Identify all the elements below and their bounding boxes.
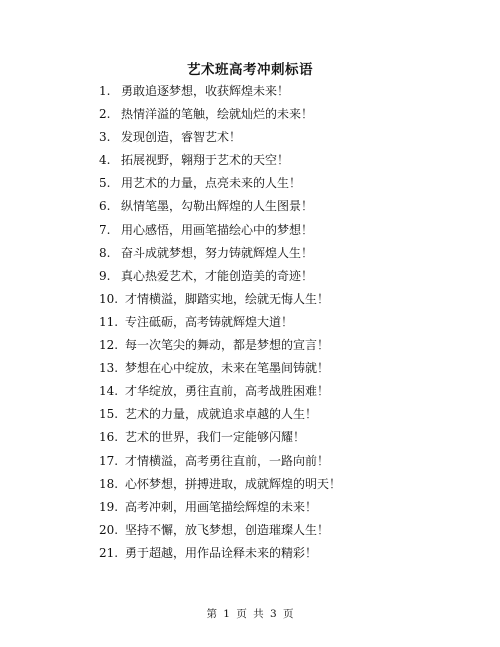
item-text: 热情洋溢的笔触，绘就灿烂的未来！	[121, 107, 314, 122]
item-text: 才华绽放，勇往直前，高考战胜困难！	[125, 384, 330, 399]
item-text: 才情横溢，脚踏实地，绘就无悔人生！	[125, 291, 330, 306]
item-text: 艺术的世界，我们一定能够闪耀！	[125, 430, 306, 445]
item-number: 17.	[99, 453, 119, 468]
item-number: 5.	[99, 176, 111, 191]
list-item	[99, 384, 469, 407]
item-number: 3.	[99, 130, 111, 145]
list-item	[99, 292, 469, 315]
list-item	[99, 338, 469, 361]
item-number: 15.	[99, 407, 119, 422]
item-number: 19.	[99, 499, 119, 514]
item-text: 纵情笔墨，勾勒出辉煌的人生图景！	[121, 199, 314, 214]
item-text: 专注砥砺，高考铸就辉煌大道！	[125, 314, 294, 329]
item-text: 才情横溢，高考勇往直前，一路向前！	[125, 453, 330, 468]
list-item	[99, 176, 469, 199]
list-item	[99, 84, 469, 107]
item-text: 拓展视野，翱翔于艺术的天空！	[121, 153, 290, 168]
item-number: 14.	[99, 384, 119, 399]
item-number: 7.	[99, 222, 111, 237]
item-text: 高考冲刺，用画笔描绘辉煌的未来！	[125, 499, 318, 514]
item-text: 勇敢追逐梦想，收获辉煌未来！	[121, 84, 290, 98]
item-text: 奋斗成就梦想，努力铸就辉煌人生！	[121, 245, 314, 260]
item-number: 18.	[99, 476, 119, 491]
item-text: 坚持不懈，放飞梦想，创造璀璨人生！	[125, 522, 330, 537]
list-item	[99, 477, 469, 500]
item-number: 8.	[99, 245, 111, 260]
item-text: 发现创造，睿智艺术！	[121, 130, 242, 145]
list-item	[99, 430, 469, 453]
item-number: 20.	[99, 522, 119, 537]
slogan-list	[99, 84, 469, 569]
item-number: 11.	[99, 314, 119, 329]
item-text: 勇于超越，用作品诠释未来的精彩！	[125, 545, 318, 560]
document-title: 艺术班高考冲刺标语	[187, 62, 313, 78]
item-number: 12.	[99, 338, 119, 353]
list-item	[99, 315, 469, 338]
list-item	[99, 269, 469, 292]
item-text: 用心感悟，用画笔描绘心中的梦想！	[121, 222, 314, 237]
item-text: 梦想在心中绽放，未来在笔墨间铸就！	[125, 361, 330, 376]
item-number: 4.	[99, 153, 111, 168]
item-number: 10.	[99, 291, 119, 306]
item-number: 6.	[99, 199, 111, 214]
item-number: 9.	[99, 268, 111, 283]
list-item	[99, 246, 469, 269]
item-text: 心怀梦想，拼搏进取，成就辉煌的明天！	[125, 476, 342, 491]
item-number: 2.	[99, 107, 111, 122]
item-number: 16.	[99, 430, 119, 445]
list-item	[99, 223, 469, 246]
list-item	[99, 199, 469, 222]
list-item	[99, 454, 469, 477]
item-number: 21.	[99, 545, 119, 560]
list-item	[99, 107, 469, 130]
list-item	[99, 130, 469, 153]
list-item	[99, 153, 469, 176]
list-item	[99, 523, 469, 546]
item-text: 用艺术的力量，点亮未来的人生！	[121, 176, 302, 191]
item-text: 艺术的力量，成就追求卓越的人生！	[125, 407, 318, 422]
item-text: 真心热爱艺术，才能创造美的奇迹！	[121, 268, 314, 283]
list-item	[99, 500, 469, 523]
list-item	[99, 361, 469, 384]
item-text: 每一次笔尖的舞动，都是梦想的宣言！	[125, 338, 330, 353]
item-number: 13.	[99, 361, 119, 376]
list-item	[99, 546, 469, 569]
item-number: 1.	[99, 84, 111, 98]
list-item	[99, 407, 469, 430]
page-footer: 第 1 页 共 3 页	[206, 608, 294, 620]
